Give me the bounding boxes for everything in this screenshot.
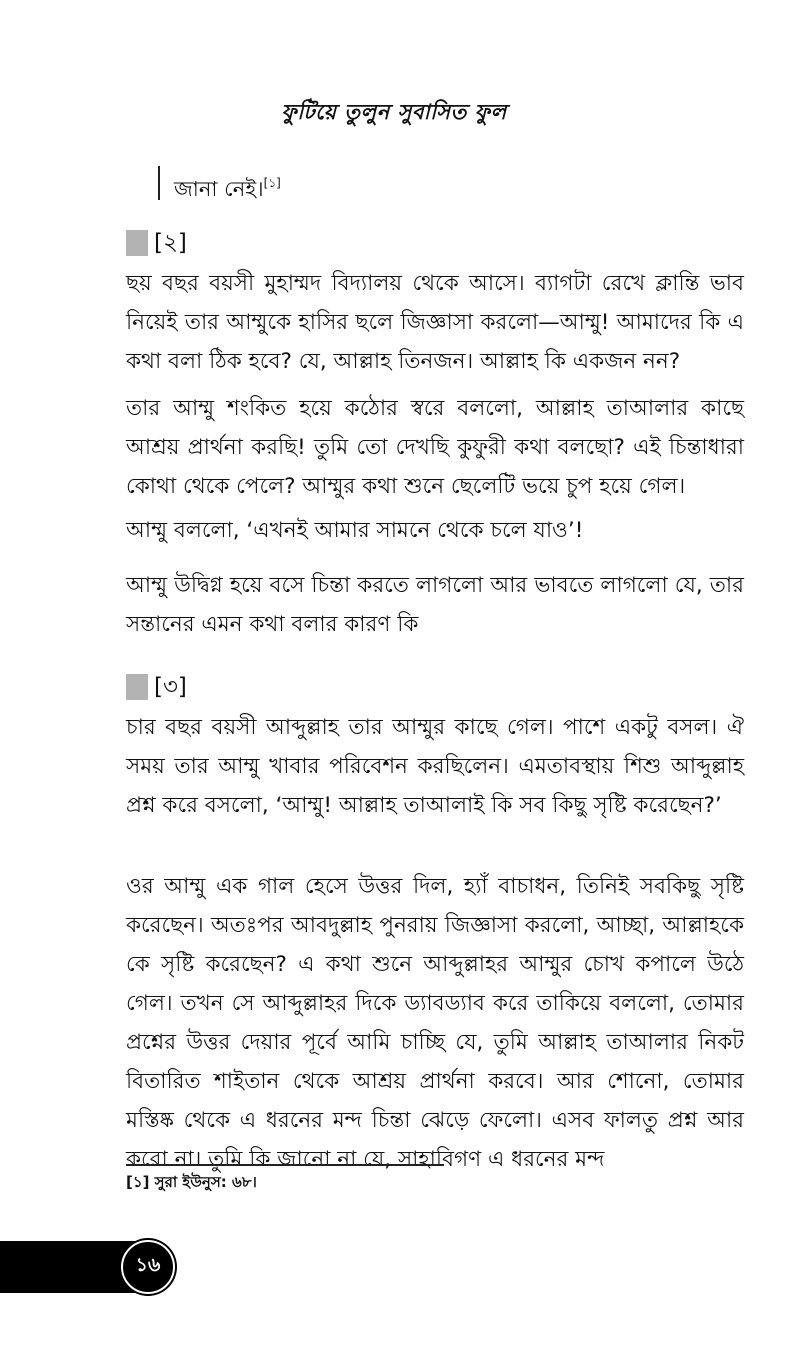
footnote: [১] সুরা ইউনুস: ৬৮। <box>126 1173 257 1191</box>
running-header: ফুটিয়ে তুলুন সুবাসিত ফুল <box>281 100 507 124</box>
paragraph: ছয় বছর বয়সী মুহাম্মদ বিদ্যালয় থেকে আসে। ব্যাগটা রেখে ক্লান্তি ভাব নিয়েই তার আম্মুকে হাসির ছলে জিজ্ঞাসা করলো—আম্মু! আমাদের কি এ কথা বলা ঠিক হবে? যে, আল্লাহ তিনজন। আল্লাহ কি একজন নন? <box>126 271 744 374</box>
section-heading-2 <box>126 228 187 258</box>
footnote-ref[interactable]: [১] <box>263 176 281 190</box>
footnote-divider <box>126 1164 444 1166</box>
paragraph: চার বছর বয়সী আব্দুল্লাহ তার আম্মুর কাছে গেল। পাশে একটু বসল। ঐ সময় তার আম্মু খাবার পরিবেশন করছিলেন। এমতাবস্থায় শিশু আব্দুল্লাহ প্রশ্ন করে বসলো, ‘আম্মু! আল্লাহ তাআলাই কি সব কিছু সৃষ্টি করেছেন?’ <box>126 715 744 818</box>
section-label: [৩] <box>154 673 187 700</box>
paragraph: আম্মু বললো, ‘এখনই আমার সামনে থেকে চলে যাও’! <box>126 518 584 543</box>
section-marker <box>126 230 148 256</box>
quote-continuation <box>158 166 281 200</box>
paragraph: তার আম্মু শংকিত হয়ে কঠোর স্বরে বললো, আল্লাহ তাআলার কাছে আশ্রয় প্রার্থনা করছি! তুমি তো দেখছি কুফুরী কথা বলছো? এই চিন্তাধারা কোথা থেকে পেলে? আম্মুর কথা শুনে ছেলেটি ভয়ে চুপ হয়ে গেল। <box>126 396 744 499</box>
section-marker <box>126 674 148 700</box>
page-number: ১৬ <box>121 1240 175 1294</box>
section-label: [২] <box>154 229 187 256</box>
paragraph: ওর আম্মু এক গাল হেসে উত্তর দিল, হ্যাঁ বাচাধন, তিনিই সবকিছু সৃষ্টি করেছেন। অতঃপর আবদুল্লাহ পুনরায় জিজ্ঞাসা করলো, আচ্ছা, আল্লাহকে কে সৃষ্টি করেছেন? এ কথা শুনে আব্দুল্লাহর আম্মুর চোখ কপালে উঠে গেল। তখন সে আব্দুল্লাহর দিকে ড্যাবড্যাব করে তাকিয়ে বললো, তোমার প্রশ্নের উত্তর দেয়ার পূর্বে আমি চাচ্ছি যে, তুমি আল্লাহ তাআলার নিকট বিতারিত শাইতান থেকে আশ্রয় প্রার্থনা করবে। আর শোনো, তোমার মস্তিষ্ক থেকে এ ধরনের মন্দ চিন্তা ঝেড়ে ফেলো। এসব ফালতু প্রশ্ন আর করো না। তুমি কি জানো না যে, সাহাবিগণ এ ধরনের মন্দ <box>126 874 744 1172</box>
section-heading-3 <box>126 672 187 702</box>
paragraph: আম্মু উদ্বিগ্ন হয়ে বসে চিন্তা করতে লাগলো আর ভাবতে লাগলো যে, তার সন্তানের এমন কথা বলার কারণ কি <box>126 573 744 637</box>
quote-text: জানা নেই। <box>174 177 264 201</box>
